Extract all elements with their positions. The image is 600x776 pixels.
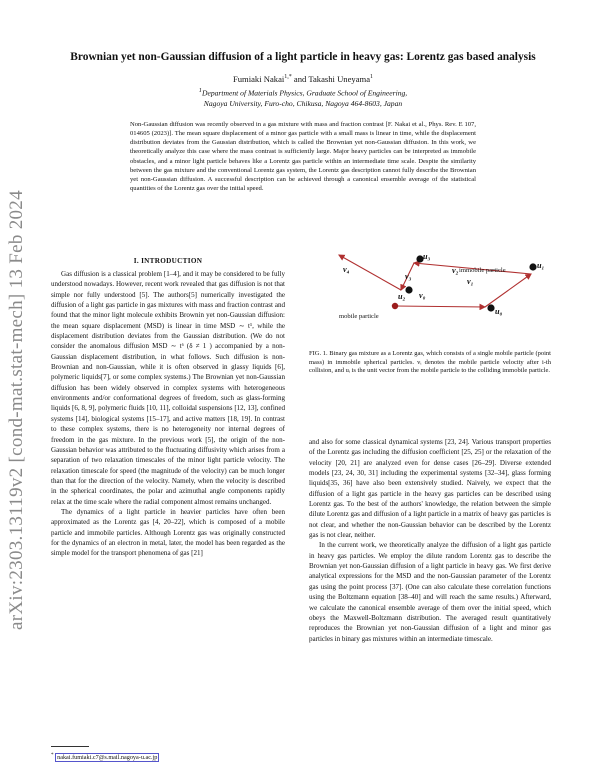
author-1-marks: 1,* [284, 74, 292, 80]
abstract: Non-Gaussian diffusion was recently observed in a gas mixture with mass and fraction contrast [F. Nakai et al., Phys. Rev. E 107, 014605 (2023)]. The mean square displacement of a minor gas particle with a small mass is linear in time, while the displacement distribution deviates from the Gaussian distribution, which is called the Brownian yet non-Gaussian diffusion. In this work, we theoretically analyze this case where the mass contrast is sufficiently large. Major heavy particles can be interpreted as immobile obstacles, and a minor light particle behaves like a Lorentz gas particle within an intermediate time scale. Despite the similarity between the gas mixture and the conventional Lorentz gas system, the Lorentz gas description cannot fully describe the Brownian yet non-Gaussian diffusion. A successful description can be achieved through a canonical ensemble average of the statistical quantities of the Lorentz gas over the initial speed. [130, 121, 476, 193]
immobile-particle-u2 [405, 286, 412, 293]
v3-label: v₃ [405, 272, 412, 281]
author-and: and [291, 73, 309, 84]
affiliation-line-2: Nagoya University, Furo-cho, Chikusa, Nagoya 464-8603, Japan [203, 98, 403, 108]
immobile-particle-u1 [529, 263, 536, 270]
left-paragraph-2: The dynamics of a light particle in heavier particles have often been approximated as the Lorentz gas [4, 20–22], which is composed of a mobile particle and immobile particles. Although Lorentz gas was originally constructed for the dynamics of an electron in metal, later, the model has been regarded as the simple model for the transport phenomena of gas [21] [51, 507, 285, 558]
footnote [51, 751, 159, 762]
footnote-email[interactable]: nakai.fumiaki.c7@s.mail.nagoya-u.ac.jp [57, 754, 158, 762]
affiliation-line-1: Department of Materials Physics, Graduate School of Engineering, [201, 88, 408, 98]
v1-arrow [485, 274, 531, 307]
immobile-particle-u0 [487, 304, 494, 311]
author-line [48, 72, 558, 85]
paper-title: Brownian yet non-Gaussian diffusion of a light particle in heavy gas: Lorentz gas based analysis [70, 51, 536, 63]
right-column [309, 437, 551, 644]
immobile-particle-label: immobile particle [459, 267, 506, 274]
author-1: Fumiaki Nakai [232, 73, 285, 84]
affiliation [48, 86, 558, 109]
section-heading: I. INTRODUCTION [133, 257, 203, 265]
left-paragraph-1: Gas diffusion is a classical problem [1–4], and it may be considered to be fully understood nowadays. However, recent work revealed that gas diffusion is not that simple nor fully understood [5]. The authors[5] numerically investigated the diffusion of a light gas particle in gas mixtures with mass and fraction contrast and found that the minor light molecule exhibits Brownin yet non-Gaussian diffusion: the mean square displacement (MSD) is linear in time MSD ∼ t¹, while the displacement distribution deviates from the Gaussian distribution. (We do not consider the anomalous diffusion MSD ∼ tᵟ (δ ≠ 1 ) accompanied by a non-Gaussian displacement distribution, in what follows. Such diffusion is non-Brownian and non-Gaussian, while it is often observed in glassy liquids [6], polymeric liquids[7], or some complex systems.) The Brownian yet non-Gaussian diffusion has been widely observed in complex systems with heterogeneous environments and/or conformational degrees of freedom, such as glass-forming liquids [6, 8, 9], polymeric fluids [10, 11], colloidal suspensions [12, 13], confined systems [14], biological systems [15–17], and active matters [18, 19]. In contrast to these complex systems, there is no heterogeneity nor internal degrees of freedom in the gas mixture. In the previous work [5], the origin of the non-Gaussian behavior was attributed to the fluctuating diffusivity which arises from a separation of two relaxation timescales of the minor light particle velocity. The relaxation timescale for speed (the magnitude of the velocity) can be much longer than that for the direction of the velocity. Namely, when the velocity is described in the spherical coordinates, the polar and azimuthal angle components rapidly relax at the time scale where the radial component almost remains unchanged. [51, 270, 285, 506]
arxiv-stamp-text: arXiv:2303.13119v2 [cond-mat.stat-mech] 13 Feb 2024 [6, 190, 27, 630]
v2-label: v₂ [452, 266, 459, 275]
mobile-particle-label: mobile particle [339, 313, 379, 320]
v0-label: v₀ [419, 291, 426, 300]
mobile-particle-dot [392, 303, 398, 309]
arxiv-stamp [6, 150, 30, 630]
v0-arrow [395, 306, 485, 307]
figure-1-caption: FIG. 1. Binary gas mixture as a Lorentz gas, which consists of a single mobile particle (point mass) in immobile spherical particles. vᵢ denotes the mobile particle velocity after i-th collision, and uᵢ is the unit vector from the mobile particle to the colliding immobile particle. [309, 350, 551, 374]
affiliation-mark: 1 [198, 87, 202, 94]
footnote-rule [51, 746, 89, 747]
u0-label: u₀ [495, 307, 503, 316]
figure-1 [309, 250, 551, 342]
figure-1-diagram [309, 250, 551, 342]
u1-label: u₁ [537, 261, 545, 270]
left-column [51, 269, 285, 559]
author-2-marks: 1 [370, 74, 374, 80]
author-2: Takashi Uneyama [308, 73, 371, 84]
right-paragraph-1: and also for some classical dynamical systems [23, 24]. Various transport properties of the Lorentz gas including the diffusion coefficient [25, 25] or the relaxation of the velocity [20, 21] are analyzed even for dense cases [26–29]. Diverse extended models [23, 24, 30, 31] including the experimental systems [32–34], glass forming liquids[35, 36] have also been extensively studied. Naively, we expect that the diffusion of a light gas particle in the heavy gas particles can be described using Lorentz gas. To the best of the authors' knowledge, the relation between the simple dilute Lorentz gas and diffusion of a light particle in a matrix of heavy gas particles is not clear, and whether the non-Gaussian behavior can be described by the Lorentz gas is not clear, neither. [309, 438, 551, 540]
footnote-mark: * [51, 752, 54, 758]
u2-label: u₂ [398, 292, 406, 301]
v1-label: v₁ [467, 277, 474, 286]
v4-label: v₄ [343, 265, 350, 274]
u3-label: u₃ [423, 252, 431, 261]
right-paragraph-2: In the current work, we theoretically analyze the diffusion of a light gas particle in heavy gas particles. We employ the dilute random Lorentz gas to describe the Brownian yet non-Gaussian diffusion of a light particle in heavy gas. We first derive analytical expressions for the MSD and the non-Gaussian parameter of the Lorentz gas using the point process [37]. (One can also calculate these correlation functions using the Boltzmann equation [38–40] and will reach the same results.) Afterward, we calculate the canonical ensemble average of them over the initial speed, which obeys the Maxwell-Boltzmann distribution. The averaged result quantitatively reproduces the Brownian yet non-Gaussian diffusion of a light and minor gas particles in binary gas mixtures within an intermediate timescale. [309, 541, 551, 643]
